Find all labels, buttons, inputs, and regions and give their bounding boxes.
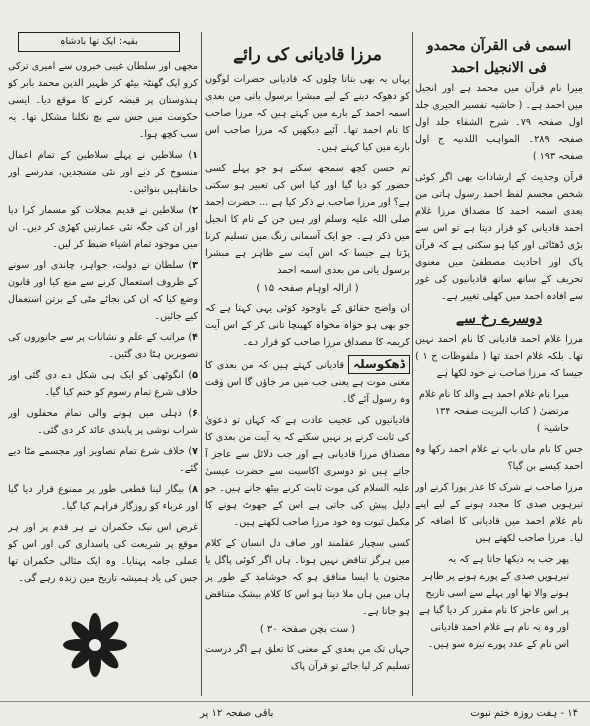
middle-paragraph: جہاں تک من بعدی کے معنی کا تعلق ہے اگر درست تسلیم کر لیا جائے تو قرآن پاک — [205, 644, 410, 672]
quotation: پھر جب یہ دیکھا جاتا ہے کہ یہ تیرہویں صدی کے پورے ہونے پر ظاہر ہونے والا تھا اور پہلے سے اسی تاریخ پر اس عاجز کا نام مقرر کر دیا گیا ہے اور وہ یہ نام ہے غلام احمد قادیانی اس نام کے عدد پورے تیرہ سو ہیں۔ — [419, 554, 569, 650]
list-item: ۴) مراتب کے علم و نشانات پر سے جانوروں کی تصویریں ہٹا دی گئیں۔ — [8, 332, 198, 360]
reference-citation: ( ازالہ اوہام صفحہ ۱۵ ) — [256, 283, 359, 294]
left-intro-paragraph: مجھی اور سلطان غیبی خبروں سے امیری ترکی کرو ایک گھنٹہ بیٹھ کر ظہیر الدین محمد بابر کو ہندوستان پر قبضہ کرنے کا موقع دیا۔ ایسی حکومت میں جس سے بچ نکلنا مشکل تھا۔ یہ سب کچھ ہوا۔ — [8, 61, 198, 140]
middle-paragraph: تم حسن کچھ سمجھ سکتے ہو جو پہلے کسی حضور کو دیا گیا اور کیا اس کی تعبیر ہو سکتی ہے؟ اور مرزا صاحب نے ذکر کیا ہے ... حضرت احمد صلی اللہ علیہ وسلم اور ہیں جن کے نام کا انجیل میں ذکر ہے۔ جو ایک آسمانی رنگ میں تسلیم کرنا پڑتا ہے جیسا کہ اس آیت سے ظاہر ہے مبشرا برسول یاتی من بعدی اسمہ احمد — [205, 163, 410, 276]
middle-column — [205, 30, 410, 698]
page-footer — [0, 701, 590, 726]
left-column — [8, 58, 198, 698]
right-paragraph: مرزا غلام احمد قادیانی کا نام احمد نہیں تھا۔ بلکہ غلام احمد تھا ( ملفوظات ج ۱ ) جیسا کہ مرزا صاحب نے خود لکھا ہے — [415, 334, 583, 379]
list-item: ۷) خلاف شرع تمام تصاویر اور مجسمے مٹا دیے گئے۔ — [8, 446, 198, 474]
list-item: ۵) انگوٹھی کو ایک ہی شکل دے دی گئی اور خلاف شرع تمام رسوم کو ختم کیا گیا۔ — [8, 370, 198, 398]
list-item: ۸) بیگار لینا قطعی طور پر ممنوع قرار دیا گیا اور غرباء کو روزگار فراہم کیا گیا۔ — [8, 484, 198, 512]
column-divider — [412, 32, 413, 696]
right-heading-line: اسمی فی القرآن محمدو — [426, 38, 572, 54]
middle-paragraph: کسی سچیار عقلمند اور صاف دل انسان کے کلام میں ہرگز تناقض نہیں ہوتا۔ ہاں اگر کوئی پاگل یا مجنون یا ایسا منافق ہو کہ خوشامد کے طور پر ہاں میں ہاں ملا دیتا ہو اس کا کلام بیشک متناقض ہو جاتا ہے۔ — [205, 538, 410, 617]
right-column — [415, 30, 583, 698]
boxed-heading: ڈھکوسلہ — [348, 355, 410, 374]
quotation: میرا نام غلام احمد ہے والد کا نام غلام مرتضیٰ ( کتاب البریت صفحہ ۱۳۴ حاشیہ ) — [419, 389, 569, 434]
page-number-label: ۱۴ - ہفت روزہ ختم نبوت — [470, 708, 578, 719]
left-closing-paragraph: غرض اس نیک حکمران نے ہر قدم پر اور ہر موقع پر شریعت کی پاسداری کی اور اس کو عملی جامہ پہنایا۔ وہ ایک مثالی حکمران تھا جس کی یاد ہمیشہ تاریخ میں زندہ رہے گی۔ — [8, 522, 198, 584]
flower-ornament — [60, 610, 130, 680]
numbered-list — [8, 147, 198, 515]
middle-paragraph: ان واضح حقائق کے باوجود کوئی یہی کہتا ہے کہ جو بھی ہو خواہ مخواہ کھینچا تانی کر کے اس آیت کریمہ کا مصداق مرزا صاحب کو قرار دے۔ — [205, 303, 410, 348]
list-item: ۲) سلاطین نے قدیم محلات کو مسمار کرا دیا اور ان کی جگہ نئی عمارتیں کھڑی کر دیں۔ ان میں موجود تمام اشیاء ضبط کر لیں۔ — [8, 205, 198, 250]
right-heading-line: فی الانجیل احمد — [451, 60, 547, 76]
reference-citation: ( ست بچن صفحہ ۳۰ ) — [259, 624, 356, 635]
right-paragraph: مرزا صاحب نے شرک کا عذر پورا کرنے اور تیرہویں صدی کا مجدد ہونے کے لیے اپنے نام غلام احمد میں قادیانی کا اضافہ کر لیا۔ مرزا صاحب لکھتے ہیں — [415, 482, 583, 544]
middle-paragraph: قادیانیوں کی عجیب عادت ہے کہ کہاں تو دعویٰ کی ثابت کرنے پر نہیں سکتے کہ یہ آیت من بعدی کا مصداق مرزا قادیانی ہے اور جب دلائل سے عاجز آ جاتے ہیں تو دوسری اکاسیت سے حضرت عیسیٰ علیہ السلام کی موت ثابت کرنے بیٹھ جاتے ہیں۔ جو دلیل پیش کی جاتی ہے اس کے جھوٹ ہونے کا مکمل ثبوت وہ خود مرزا صاحب لکھتے ہیں۔ — [205, 415, 410, 528]
right-paragraph: جس کا نام ماں باپ نے غلام احمد رکھا وہ احمد کیسے بن گیا؟ — [415, 444, 583, 472]
list-item: ۳) سلطان نے دولت، جواہر، چاندی اور سونے کے ظروف استعمال کرنے سے منع کیا اور قانون وضع کیا کہ ان کی بجائے مٹی کے برتن استعمال کیے جائیں۔ — [8, 260, 198, 322]
list-item: ۱) سلاطین نے پہلے سلاطین کے تمام اعمال منسوخ کر دیے اور نئی مسجدیں، مدرسے اور خانقاہیں بنوائیں۔ — [8, 150, 198, 195]
article-title: مرزا قادیانی کی رائے — [233, 45, 382, 65]
continued-article-label: بقیہ: ایک تھا بادشاہ — [18, 32, 180, 52]
list-item: ۶) دہلی میں ہونے والی تمام محفلوں اور شراب نوشی پر پابندی عائد کر دی گئی۔ — [8, 408, 198, 436]
column-divider — [201, 32, 202, 696]
continued-on-label: باقی صفحہ ۱۲ پر — [200, 708, 274, 719]
right-paragraph: میرا نام قرآن میں محمد ہے اور انجیل میں احمد ہے۔ ( حاشیہ تفسیر الجیری جلد اول صفحہ ۷۹۔ شرح الشفاء جلد اول صفحہ ۲۸۹۔ المواہب اللدنیہ ج اول صفحہ ۱۹۳ ) — [415, 83, 583, 162]
section-subheading: دوسرے رخ سے — [455, 311, 543, 327]
middle-paragraph: یہاں یہ بھی بتاتا چلوں کہ قادیانی حضرات لوگوں کو دھوکہ دینے کے لیے مبشرا برسول یاتی من بعدی اسمہ احمد کے بارے میں کہتے ہیں کہ مرزا صاحب کا نام احمد تھا۔ آئیے دیکھیں کہ مرزا صاحب اس بارے میں کیا کہتے ہیں۔ — [205, 74, 410, 153]
right-paragraph: قرآن وحدیث کے ارشادات بھی اگر کوئی شخص مجسم لفظ احمد رسول ہاتی من بعدی اسمہ احمد کا مصداق مرزا غلام احمد قادیانی کو قرار دیتا ہے تو اس سے بڑی ڈھٹائی اور کیا ہو سکتی ہے کہ قرآن پاک اور احادیث مصطفیٰ میں معنوی تحریف کے ساتھ ساتھ قادیانیوں کی غور سے افادہ احمد میں کھلی تغییر ہے۔ — [415, 172, 583, 302]
middle-paragraph: ڈھکوسلہقادیانی کہتے ہیں کہ من بعدی کا معنی موت ہے یعنی جب میں مر جاؤں گا اس وقت وہ رسول آئے گا۔ — [205, 357, 410, 405]
